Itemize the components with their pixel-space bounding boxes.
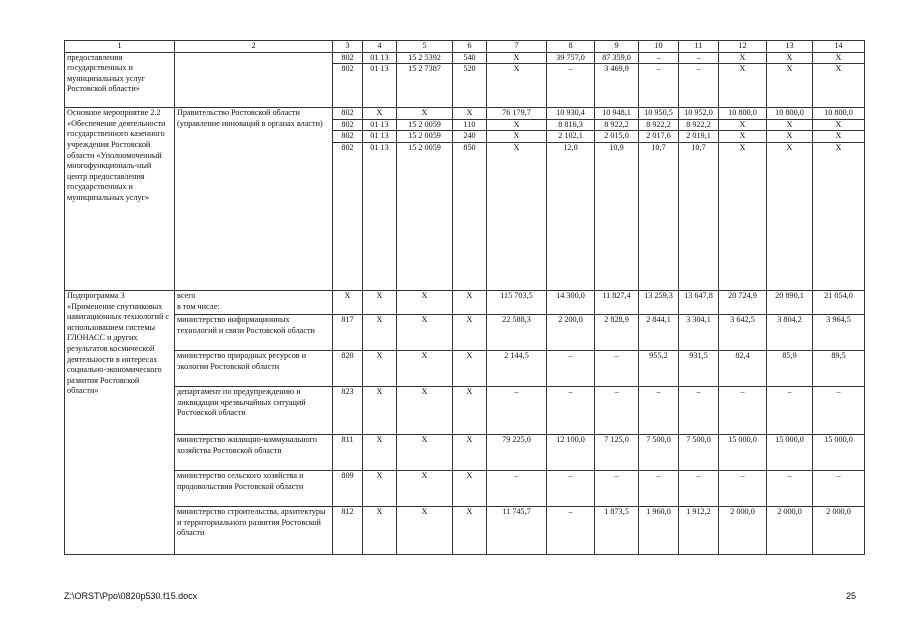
value-cell: 39 757,0 [547,52,595,64]
executor-cell: министерство сельского хозяйства и продовольствия Ростовской области [175,470,333,506]
value-cell: – [639,52,679,64]
header-cell: 6 [453,41,487,53]
value-cell: X [487,52,547,64]
value-cell: X [813,52,865,64]
value-cell: 802 [333,108,363,120]
header-cell: 7 [487,41,547,53]
header-cell: 2 [175,41,333,53]
value-cell: 850 [453,142,487,290]
executor-cell [175,52,333,108]
value-cell: X [453,350,487,386]
value-cell: 10 800,0 [813,108,865,120]
executor-subtitle-label: в том числе: [177,301,220,311]
table-row [65,506,865,554]
value-cell: 2 844,1 [639,314,679,350]
measure-name-cell: Основное мероприятие 2.2 «Обеспечение деятельности государственного казенного учреждения Ростовской области «Уполномоченный многофункциональ-ный центр предоставления государственных и муниципальных услуг» [65,108,175,291]
value-cell: X [453,506,487,554]
measure-name-cell: Подпрограмма 3 «Применение спутниковых навигационных технологий с использованием системы ГЛОНАСС и других результатов космической деятельности в интересах социально-экономического развития Ростовской области» [65,290,175,554]
value-cell: 7 500,0 [679,434,719,470]
value-cell: 76 179,7 [487,108,547,120]
value-cell: X [397,314,453,350]
value-cell: – [719,470,767,506]
executor-cell: министерство жилищно-коммунального хозяйства Ростовской области [175,434,333,470]
value-cell: X [767,131,813,143]
table-row [65,470,865,506]
table-row [65,108,865,120]
value-cell: 2 017,6 [639,131,679,143]
header-cell: 3 [333,41,363,53]
header-cell: 11 [679,41,719,53]
value-cell: X [767,119,813,131]
value-cell: – [679,470,719,506]
value-cell: – [547,470,595,506]
value-cell: X [397,350,453,386]
value-cell: 802 [333,119,363,131]
value-cell: 82,4 [719,350,767,386]
value-cell: 15 2 5392 [397,52,453,64]
header-cell: 1 [65,41,175,53]
value-cell: 2 102,1 [547,131,595,143]
value-cell: X [813,142,865,290]
value-cell: – [595,386,639,434]
value-cell: 20 724,9 [719,290,767,314]
value-cell: 22 588,3 [487,314,547,350]
value-cell: X [487,131,547,143]
value-cell: – [547,506,595,554]
value-cell: X [767,142,813,290]
value-cell: X [767,52,813,64]
value-cell: X [453,108,487,120]
value-cell: 01 13 [363,142,397,290]
value-cell: 820 [333,350,363,386]
page-number: 25 [846,591,857,601]
header-cell: 14 [813,41,865,53]
value-cell: 8 922,2 [639,119,679,131]
value-cell: 10 948,1 [595,108,639,120]
value-cell: – [639,386,679,434]
value-cell: 802 [333,52,363,64]
executor-total-label: всего [177,290,196,300]
value-cell: – [547,350,595,386]
value-cell: 2 200,0 [547,314,595,350]
value-cell: 13 647,8 [679,290,719,314]
header-cell: 5 [397,41,453,53]
value-cell: 802 [333,64,363,108]
value-cell: 520 [453,64,487,108]
value-cell: 10,7 [679,142,719,290]
value-cell: 13 259,3 [639,290,679,314]
value-cell: – [595,350,639,386]
value-cell: 3 964,5 [813,314,865,350]
value-cell: 01 13 [363,119,397,131]
value-cell: 01 13 [363,64,397,108]
value-cell: X [363,314,397,350]
value-cell: 01 13 [363,52,397,64]
value-cell: 3 804,2 [767,314,813,350]
value-cell: – [639,64,679,108]
header-cell: 13 [767,41,813,53]
value-cell: – [719,386,767,434]
value-cell: 3 642,5 [719,314,767,350]
value-cell: X [453,386,487,434]
executor-cell: министерство строительства, архитектуры и территориального развития Ростовской области [175,506,333,554]
value-cell: X [363,108,397,120]
value-cell: 15 2 0059 [397,131,453,143]
value-cell: 802 [333,142,363,290]
value-cell: X [487,142,547,290]
value-cell: 15 000,0 [719,434,767,470]
header-row [65,41,865,53]
value-cell: X [363,386,397,434]
value-cell: 1 960,0 [639,506,679,554]
value-cell: 15 2 7387 [397,64,453,108]
value-cell: 2 144,5 [487,350,547,386]
value-cell: 11 827,4 [595,290,639,314]
value-cell: – [639,470,679,506]
value-cell: 809 [333,470,363,506]
value-cell: X [363,290,397,314]
measure-name-cell: предоставления государственных и муниципальных услуг Ростовской области» [65,52,175,108]
table-row [65,290,865,314]
value-cell: 14 300,0 [547,290,595,314]
value-cell: X [453,314,487,350]
value-cell: X [333,290,363,314]
value-cell: X [813,119,865,131]
value-cell: 802 [333,131,363,143]
table-row [65,314,865,350]
value-cell: X [363,506,397,554]
value-cell: 10 800,0 [767,108,813,120]
value-cell: X [453,434,487,470]
header-cell: 10 [639,41,679,53]
value-cell: 20 890,1 [767,290,813,314]
table-row [65,52,865,64]
value-cell: – [813,470,865,506]
value-cell: 955,2 [639,350,679,386]
value-cell: X [719,64,767,108]
value-cell: 2 000,0 [719,506,767,554]
value-cell: X [363,434,397,470]
value-cell: X [397,434,453,470]
header-cell: 4 [363,41,397,53]
value-cell: X [397,386,453,434]
value-cell: X [397,290,453,314]
value-cell: 11 745,7 [487,506,547,554]
executor-cell [175,290,333,314]
value-cell: 110 [453,119,487,131]
value-cell: 15 000,0 [813,434,865,470]
value-cell: 2 015,0 [595,131,639,143]
value-cell: X [453,290,487,314]
value-cell: X [487,64,547,108]
value-cell: 823 [333,386,363,434]
value-cell: 2 000,0 [813,506,865,554]
value-cell: 89,5 [813,350,865,386]
value-cell: – [547,64,595,108]
value-cell: 1 912,2 [679,506,719,554]
value-cell: 1 873,5 [595,506,639,554]
value-cell: – [813,386,865,434]
value-cell: 21 054,0 [813,290,865,314]
value-cell: X [487,119,547,131]
value-cell: 2 019,1 [679,131,719,143]
executor-cell: департамент по предупреждению и ликвидации чрезвычайных ситуаций Ростовской области [175,386,333,434]
footer-file-path: Z:\ORST\Ppo\0820p530.f15.docx [64,591,198,601]
value-cell: 10 952,0 [679,108,719,120]
value-cell: X [397,506,453,554]
value-cell: X [767,64,813,108]
value-cell: – [547,386,595,434]
value-cell: 10 930,4 [547,108,595,120]
value-cell: 812 [333,506,363,554]
value-cell: X [813,131,865,143]
table-row [65,386,865,434]
header-cell: 8 [547,41,595,53]
value-cell: X [453,470,487,506]
value-cell: – [595,470,639,506]
value-cell: X [719,52,767,64]
value-cell: 3 469,9 [595,64,639,108]
value-cell: 7 500,0 [639,434,679,470]
value-cell: – [767,386,813,434]
executor-cell: Правительство Ростовской области (управление инноваций в органах власти) [175,108,333,291]
value-cell: X [363,470,397,506]
value-cell: X [719,131,767,143]
value-cell: – [487,470,547,506]
value-cell: 15 2 0059 [397,142,453,290]
value-cell: – [679,64,719,108]
value-cell: 817 [333,314,363,350]
value-cell: X [397,470,453,506]
value-cell: 12 100,0 [547,434,595,470]
value-cell: 01 13 [363,131,397,143]
table-row [65,350,865,386]
value-cell: 115 703,5 [487,290,547,314]
executor-cell: министерство природных ресурсов и экологии Ростовской области [175,350,333,386]
value-cell: 79 225,0 [487,434,547,470]
value-cell: X [719,142,767,290]
header-cell: 12 [719,41,767,53]
value-cell: 931,5 [679,350,719,386]
value-cell: – [767,470,813,506]
header-cell: 9 [595,41,639,53]
value-cell: 10,7 [639,142,679,290]
executor-cell: министерство информационных технологий и связи Ростовской области [175,314,333,350]
value-cell: 7 125,0 [595,434,639,470]
budget-table [64,40,865,555]
value-cell: 10 800,0 [719,108,767,120]
value-cell: X [719,119,767,131]
value-cell: 87 359,0 [595,52,639,64]
value-cell: – [487,386,547,434]
value-cell: 8 922,2 [595,119,639,131]
value-cell: 10 950,5 [639,108,679,120]
value-cell: 85,9 [767,350,813,386]
value-cell: X [813,64,865,108]
value-cell: 15 000,0 [767,434,813,470]
value-cell: 10,9 [595,142,639,290]
value-cell: – [679,52,719,64]
value-cell: 15 2 0059 [397,119,453,131]
value-cell: 2 000,0 [767,506,813,554]
value-cell: 2 828,9 [595,314,639,350]
value-cell: 811 [333,434,363,470]
value-cell: 540 [453,52,487,64]
value-cell: 8 922,2 [679,119,719,131]
value-cell: 240 [453,131,487,143]
value-cell: 8 816,3 [547,119,595,131]
value-cell: X [363,350,397,386]
value-cell: 3 304,1 [679,314,719,350]
table-row [65,434,865,470]
value-cell: X [397,108,453,120]
value-cell: – [679,386,719,434]
value-cell: 12,0 [547,142,595,290]
